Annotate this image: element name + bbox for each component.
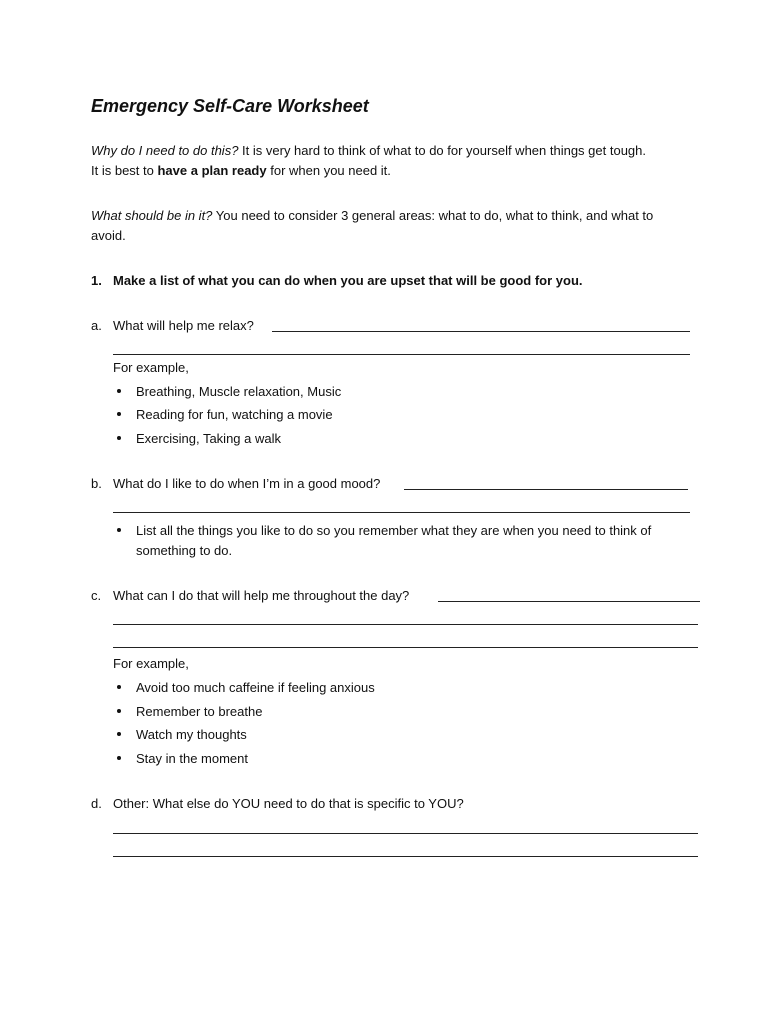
- bullet-icon: [117, 732, 121, 736]
- list-item: Reading for fun, watching a movie: [136, 407, 333, 422]
- page-title: Emergency Self-Care Worksheet: [91, 96, 369, 116]
- bullet-icon: [117, 685, 121, 689]
- list-item: Breathing, Muscle relaxation, Music: [136, 384, 342, 399]
- list-item: Stay in the moment: [136, 751, 248, 766]
- list-item-continuation: something to do.: [136, 543, 233, 558]
- item-letter: a.: [91, 318, 102, 333]
- item-letter: d.: [91, 796, 102, 811]
- intro-question-why: Why do I need to do this?: [91, 143, 239, 158]
- item-letter: c.: [91, 588, 102, 603]
- bullet-icon: [117, 709, 121, 713]
- list-item: Avoid too much caffeine if feeling anxious: [136, 680, 375, 695]
- intro-paragraph-2-line-1: [91, 207, 653, 225]
- bullet-icon: [117, 756, 121, 760]
- item-d-question: Other: What else do YOU need to do that is specific to YOU?: [113, 796, 464, 811]
- intro-emphasis: have a plan ready: [157, 163, 267, 178]
- item-b-question: What do I like to do when I’m in a good mood?: [113, 476, 381, 491]
- intro-text: You need to consider 3 general areas: what to do, what to think, and what to: [212, 208, 654, 223]
- intro-question-what: What should be in it?: [91, 208, 213, 223]
- answer-line[interactable]: [113, 833, 698, 834]
- intro-text: for when you need it.: [266, 163, 391, 178]
- bullet-icon: [117, 436, 121, 440]
- list-item: Exercising, Taking a walk: [136, 431, 281, 446]
- answer-line[interactable]: [438, 601, 700, 602]
- answer-line[interactable]: [113, 647, 698, 648]
- list-item: Watch my thoughts: [136, 727, 247, 742]
- answer-line[interactable]: [113, 624, 698, 625]
- for-example-label: For example,: [113, 656, 189, 671]
- bullet-icon: [117, 389, 121, 393]
- answer-line[interactable]: [113, 354, 690, 355]
- item-letter: b.: [91, 476, 102, 491]
- intro-paragraph-1-line-1: [91, 142, 646, 160]
- intro-paragraph-1-line-2: [91, 162, 391, 180]
- section-heading: Make a list of what you can do when you are upset that will be good for you.: [113, 273, 583, 288]
- intro-text: It is very hard to think of what to do for yourself when things get tough.: [238, 143, 646, 158]
- list-item: List all the things you like to do so you remember what they are when you need to think of: [136, 523, 652, 538]
- item-c-question: What can I do that will help me throughout the day?: [113, 588, 410, 603]
- intro-paragraph-2-line-2: avoid.: [91, 228, 126, 243]
- bullet-icon: [117, 412, 121, 416]
- answer-line[interactable]: [404, 489, 688, 490]
- list-item: Remember to breathe: [136, 704, 263, 719]
- intro-text: It is best to: [91, 163, 158, 178]
- bullet-icon: [117, 528, 121, 532]
- answer-line[interactable]: [113, 512, 690, 513]
- section-number: 1.: [91, 273, 102, 288]
- answer-line[interactable]: [113, 856, 698, 857]
- item-a-question: What will help me relax?: [113, 318, 254, 333]
- answer-line[interactable]: [272, 331, 690, 332]
- for-example-label: For example,: [113, 360, 189, 375]
